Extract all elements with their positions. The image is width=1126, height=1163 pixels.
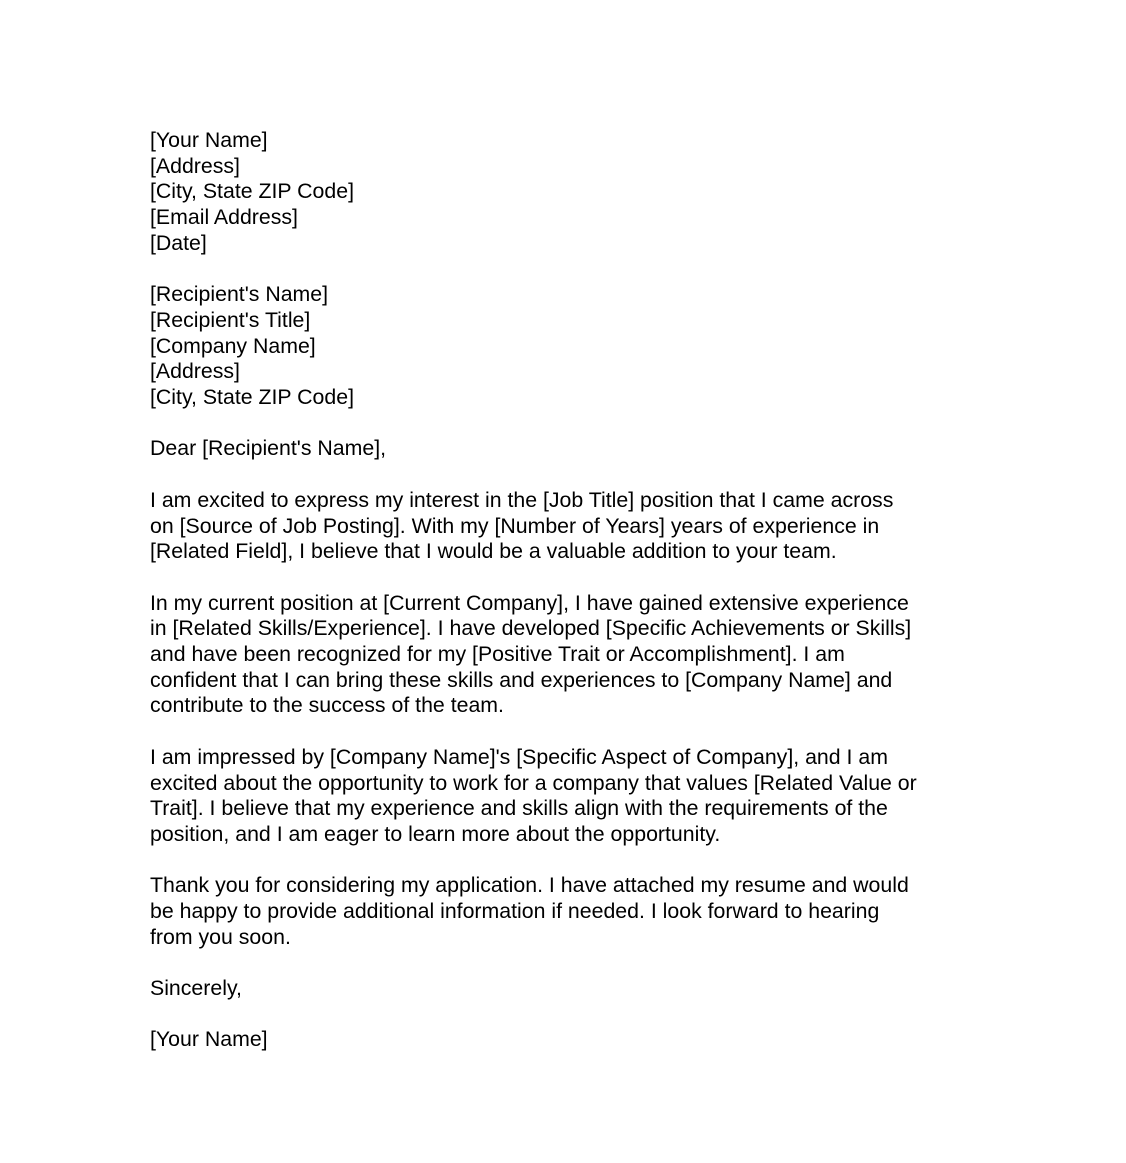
cover-letter bbox=[150, 128, 980, 1079]
paragraph-line: position, and I am eager to learn more about the opportunity. bbox=[150, 821, 721, 846]
letter-date: [Date] bbox=[150, 230, 207, 255]
salutation: Dear [Recipient's Name], bbox=[150, 436, 387, 461]
body-paragraph bbox=[150, 745, 980, 848]
paragraph-line: Thank you for considering my application. I have attached my resume and would bbox=[150, 873, 909, 898]
paragraph-line: Trait]. I believe that my experience and skills align with the requirements of the bbox=[150, 796, 888, 821]
paragraph-line: be happy to provide additional information if needed. I look forward to hearing bbox=[150, 899, 880, 923]
paragraph-line: in [Related Skills/Experience]. I have developed [Specific Achievements or Skills] bbox=[150, 616, 912, 641]
body-paragraph bbox=[150, 591, 980, 720]
recipient-address: [Address] bbox=[150, 359, 240, 384]
body-paragraph bbox=[150, 873, 980, 950]
paragraph-line: and have been recognized for my [Positive Trait or Accomplishment]. I am bbox=[150, 642, 845, 666]
paragraph-line: In my current position at [Current Company], I have gained extensive experience bbox=[150, 590, 909, 615]
closing: Sincerely, bbox=[150, 976, 242, 1001]
paragraph-line: [Related Field], I believe that I would be a valuable addition to your team. bbox=[150, 539, 837, 564]
paragraph-line: I am excited to express my interest in the [Job Title] position that I came across bbox=[150, 487, 894, 512]
recipient-name: [Recipient's Name] bbox=[150, 282, 329, 307]
sender-address: [Address] bbox=[150, 153, 240, 178]
sender-city-state-zip: [City, State ZIP Code] bbox=[150, 179, 354, 204]
signature-name: [Your Name] bbox=[150, 1027, 268, 1052]
signature-block bbox=[150, 1027, 980, 1053]
paragraph-line: from you soon. bbox=[150, 924, 291, 949]
recipient-block bbox=[150, 282, 980, 411]
recipient-company: [Company Name] bbox=[150, 333, 316, 358]
paragraph-line: excited about the opportunity to work for a company that values [Related Value or bbox=[150, 770, 917, 795]
paragraph-line: on [Source of Job Posting]. With my [Number of Years] years of experience in bbox=[150, 513, 880, 538]
paragraph-line: I am impressed by [Company Name]'s [Specific Aspect of Company], and I am bbox=[150, 744, 888, 769]
recipient-city-state-zip: [City, State ZIP Code] bbox=[150, 385, 354, 410]
salutation-block bbox=[150, 436, 980, 462]
paragraph-line: confident that I can bring these skills and experiences to [Company Name] and bbox=[150, 667, 893, 692]
body-paragraph bbox=[150, 488, 980, 565]
sender-block bbox=[150, 128, 980, 257]
recipient-title: [Recipient's Title] bbox=[150, 307, 311, 332]
closing-block bbox=[150, 976, 980, 1002]
paragraph-line: contribute to the success of the team. bbox=[150, 693, 504, 718]
sender-name: [Your Name] bbox=[150, 128, 268, 152]
sender-email: [Email Address] bbox=[150, 205, 298, 230]
